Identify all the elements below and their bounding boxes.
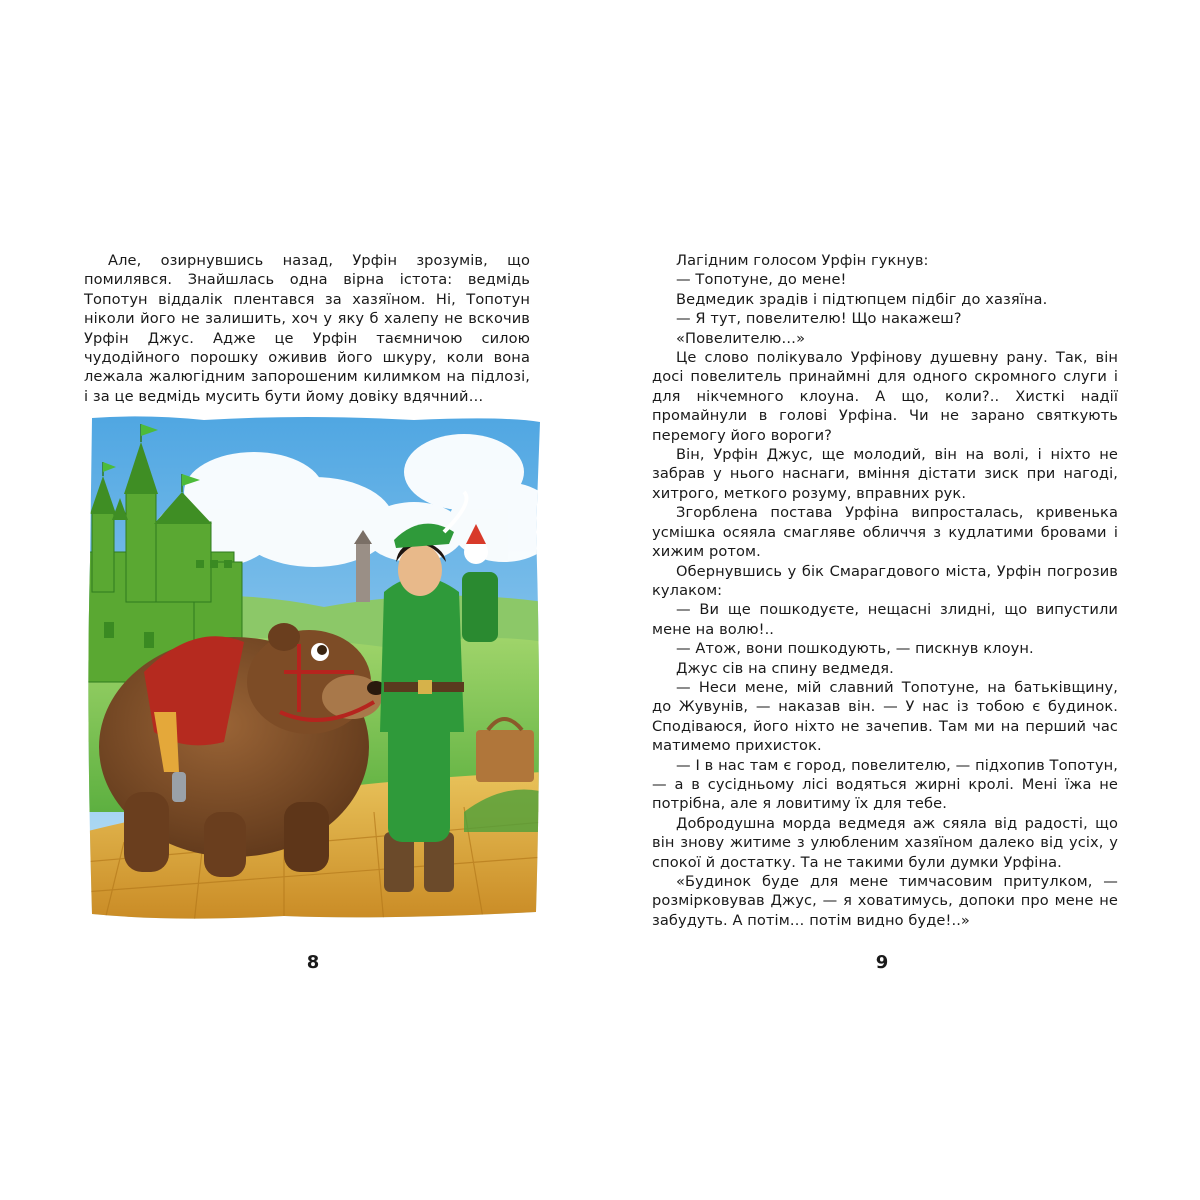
paragraph: — Атож, вони пошкодують, — пискнув клоун. bbox=[676, 640, 1034, 658]
paragraph: Це слово полікувало Урфінову душевну рану. Так, він досі повелитель принаймні для одного скромного слуги і для нікчемного клоуна. А що, коли?.. Хисткі надії промайнули в голові Урфіна. Чи не зарано святкують перемогу його вороги? bbox=[652, 349, 1118, 444]
right-page-text bbox=[652, 251, 1118, 930]
right-page bbox=[600, 0, 1200, 1200]
paragraph: — Ви ще пошкодуєте, нещасні злидні, що випустили мене на волю!.. bbox=[652, 601, 1118, 638]
paragraph: — І в нас там є город, повелителю, — підхопив Топотун, — а в сусідньому лісі водяться жирні кролі. Мені їжа не потрібна, але я ловитиму їх для тебе. bbox=[652, 756, 1118, 813]
paragraph: — Топотуне, до мене! bbox=[676, 271, 847, 289]
page-number-left: 8 bbox=[306, 952, 320, 973]
paragraph: «Будинок буде для мене тимчасовим притулком, — розмірковував Джус, — я ховатимусь, допоки про мене не забудуть. А потім… потім видно буде!..» bbox=[652, 873, 1118, 929]
paragraph: Лагідним голосом Урфін гукнув: bbox=[676, 252, 929, 269]
paragraph: Згорблена постава Урфіна випросталась, кривенька усмішка осяяла смагляве обличчя з кудлатими бровами і хижим ротом. bbox=[652, 504, 1118, 561]
page-number-right: 9 bbox=[875, 952, 889, 973]
illustration-urfin-and-bear bbox=[84, 412, 544, 924]
left-page-text bbox=[84, 251, 530, 406]
paragraph: Ведмедик зрадів і підтюпцем підбіг до хазяїна. bbox=[676, 290, 1048, 308]
paragraph: Але, озирнувшись назад, Урфін зрозумів, що помилявся. Знайшлась одна вірна істота: ведмідь Топотун віддалік плентався за хазяїном. Ні, Топотун ніколи його не залишить, хоч у яку б халепу не вскочив Урфін Джус. Адже це Урфін таємничою силою чудодійного порошку оживив його шкуру, коли вона лежала жалюгідним запорошеним килимком на підлозі, і за це ведмідь мусить бути йому довіку вдячний… bbox=[84, 252, 530, 405]
paragraph: «Повелителю…» bbox=[676, 329, 806, 347]
paragraph: — Я тут, повелителю! Що накажеш? bbox=[676, 310, 962, 328]
paragraph: Обернувшись у бік Смарагдового міста, Урфін погрозив кулаком: bbox=[652, 562, 1118, 599]
paragraph: Джус сів на спину ведмедя. bbox=[676, 659, 894, 677]
paragraph: Добродушна морда ведмедя аж сяяла від радості, що він знову житиме з улюбленим хазяїном далеко від усіх, у спокої й достатку. Та не такими були думки Урфіна. bbox=[652, 814, 1118, 871]
paragraph: Він, Урфін Джус, ще молодий, він на волі, і ніхто не забрав у нього наснаги, вміння дістати зиск при нагоді, хитрого, меткого розуму, вправних рук. bbox=[652, 446, 1118, 502]
paragraph: — Неси мене, мій славний Топотуне, на батьківщину, до Жувунів, — наказав він. — У нас із тобою є будинок. Сподіваюся, його ніхто не зачепив. Там ми на перший час матимемо прихисток. bbox=[652, 678, 1118, 755]
